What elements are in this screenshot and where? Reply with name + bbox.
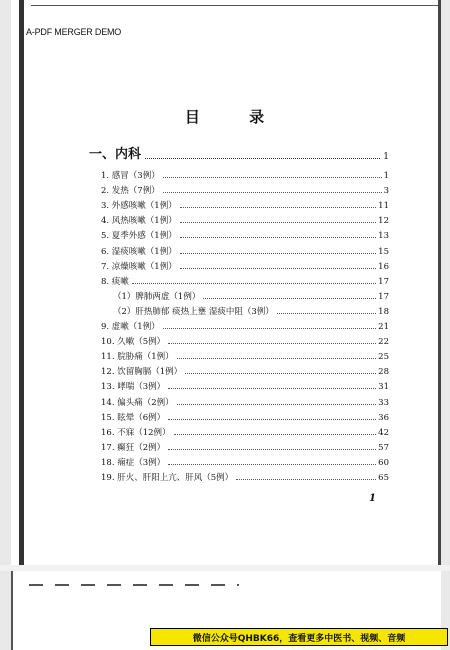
toc-entry-label: 18. 痫症（3例） [101,457,166,468]
toc-entry-label: 14. 偏头痛（2例） [101,397,174,408]
toc-entry-page: 11 [378,201,389,212]
toc-entry[interactable] [101,408,389,423]
toc-entry-label: 10. 久嗽（5例） [101,337,166,348]
toc-entry-label: 12. 饮留胸膈（1例） [101,367,183,378]
next-page-dash-line [29,584,239,586]
toc-leader-dots [180,206,376,208]
toc-entry-label: 5. 夏季外感（1例） [101,231,177,242]
toc-entry-page: 31 [378,382,389,393]
toc-entry-page: 12 [378,216,389,227]
toc-entry-label: 7. 凉燥咳嗽（1例） [101,261,177,272]
toc-entry-label: 2. 发热（7例） [101,186,160,197]
toc-leader-dots [168,463,376,465]
toc-entry-page: 21 [378,322,389,333]
toc-entry-page: 1 [383,171,389,182]
toc-entry[interactable] [101,166,389,181]
toc-entry-label: （2）肝热肺郁 痰热上壅 湿痰中阻（3例） [113,306,274,317]
toc-leader-dots [168,342,376,344]
toc-leader-dots [174,433,377,435]
pdf-page [11,0,441,565]
toc-entry[interactable] [101,181,389,196]
toc-leader-dots [180,236,376,238]
toc-entry-list [101,166,389,483]
page-binding-edge [19,0,24,565]
toc-leader-dots [168,387,376,389]
toc-entry-label: 3. 外感咳嗽（1例） [101,201,177,212]
toc-entry-page: 3 [383,186,389,197]
toc-entry-page: 22 [378,337,389,348]
toc-leader-dots [168,418,376,420]
toc-entry-page: 18 [378,306,389,317]
toc-entry[interactable] [101,453,389,468]
toc-leader-dots [145,157,380,159]
toc-leader-dots [168,448,376,450]
toc-leader-dots [180,267,376,269]
toc-leader-dots [163,327,376,329]
toc-entry-page: 16 [378,261,389,272]
toc-entry-page: 65 [378,472,389,483]
watermark-text: A-PDF MERGER DEMO [26,27,122,37]
toc-entry[interactable] [101,317,389,332]
toc-leader-dots [132,282,376,284]
toc-entry-page: 17 [378,291,389,302]
toc-entry-label: 19. 肝火、肝阳上亢、肝风（5例） [101,472,234,483]
toc-entry[interactable] [101,196,389,211]
toc-leader-dots [277,312,376,314]
toc-leader-dots [203,297,376,299]
toc-entry[interactable] [101,211,389,226]
toc-leader-dots [180,252,376,254]
toc-leader-dots [185,372,376,374]
toc-entry[interactable] [101,226,389,241]
toc-entry[interactable] [101,302,389,317]
toc-entry-label: 15. 眩晕（6例） [101,412,166,423]
toc-entry[interactable] [101,241,389,256]
toc-entry[interactable] [101,468,389,483]
toc-entry[interactable] [101,347,389,362]
toc-leader-dots [163,176,382,178]
page-folio-number: 1 [369,493,376,504]
toc-entry-label: 8. 痰嗽 [101,276,129,287]
toc-leader-dots [180,221,376,223]
toc-entry-page: 17 [378,276,389,287]
toc-entry[interactable] [101,392,389,407]
toc-leader-dots [163,191,382,193]
toc-entry-label: 9. 虚嗽（1例） [101,322,160,333]
toc-entry-page: 36 [378,412,389,423]
toc-entry-page: 42 [378,427,389,438]
toc-entry-page: 13 [378,231,389,242]
toc-entry-label: 4. 风热咳嗽（1例） [101,216,177,227]
toc-entry-page: 33 [378,397,389,408]
toc-entry-label: 16. 不寐（12例） [101,427,171,438]
toc-entry[interactable] [101,287,389,302]
promo-banner: 微信公众号QHBK66，查看更多中医书、视频、音频 [150,628,448,646]
toc-entry[interactable] [101,423,389,438]
toc-entry-label: 13. 哮喘（3例） [101,382,166,393]
toc-entry[interactable] [101,257,389,272]
toc-entry-label: 1. 感冒（3例） [101,171,160,182]
toc-entry-page: 28 [378,367,389,378]
toc-entry-page: 25 [378,352,389,363]
toc-entry-label: 6. 湿痰咳嗽（1例） [101,246,177,257]
toc-section-page: 1 [383,152,389,162]
toc-leader-dots [177,357,377,359]
toc-entry-label: （1）脾肺两虚（1例） [113,291,201,302]
toc-section-label: 一、内科 [89,147,142,162]
toc-entry-page: 57 [378,442,389,453]
toc-entry[interactable] [101,438,389,453]
toc-leader-dots [236,478,376,480]
toc-entry[interactable] [101,377,389,392]
toc-leader-dots [177,403,377,405]
toc-entry[interactable] [101,272,389,287]
toc-entry-label: 17. 癫狂（2例） [101,442,166,453]
toc-entry-page: 60 [378,457,389,468]
toc-title: 目 录 [184,108,287,126]
page-top-rule [31,5,438,6]
toc-entry-page: 15 [378,246,389,257]
toc-entry-label: 11. 脘胁痛（1例） [101,352,174,363]
toc-entry[interactable] [101,362,389,377]
toc-entry[interactable] [101,332,389,347]
toc-section-internal-medicine[interactable] [89,146,389,162]
